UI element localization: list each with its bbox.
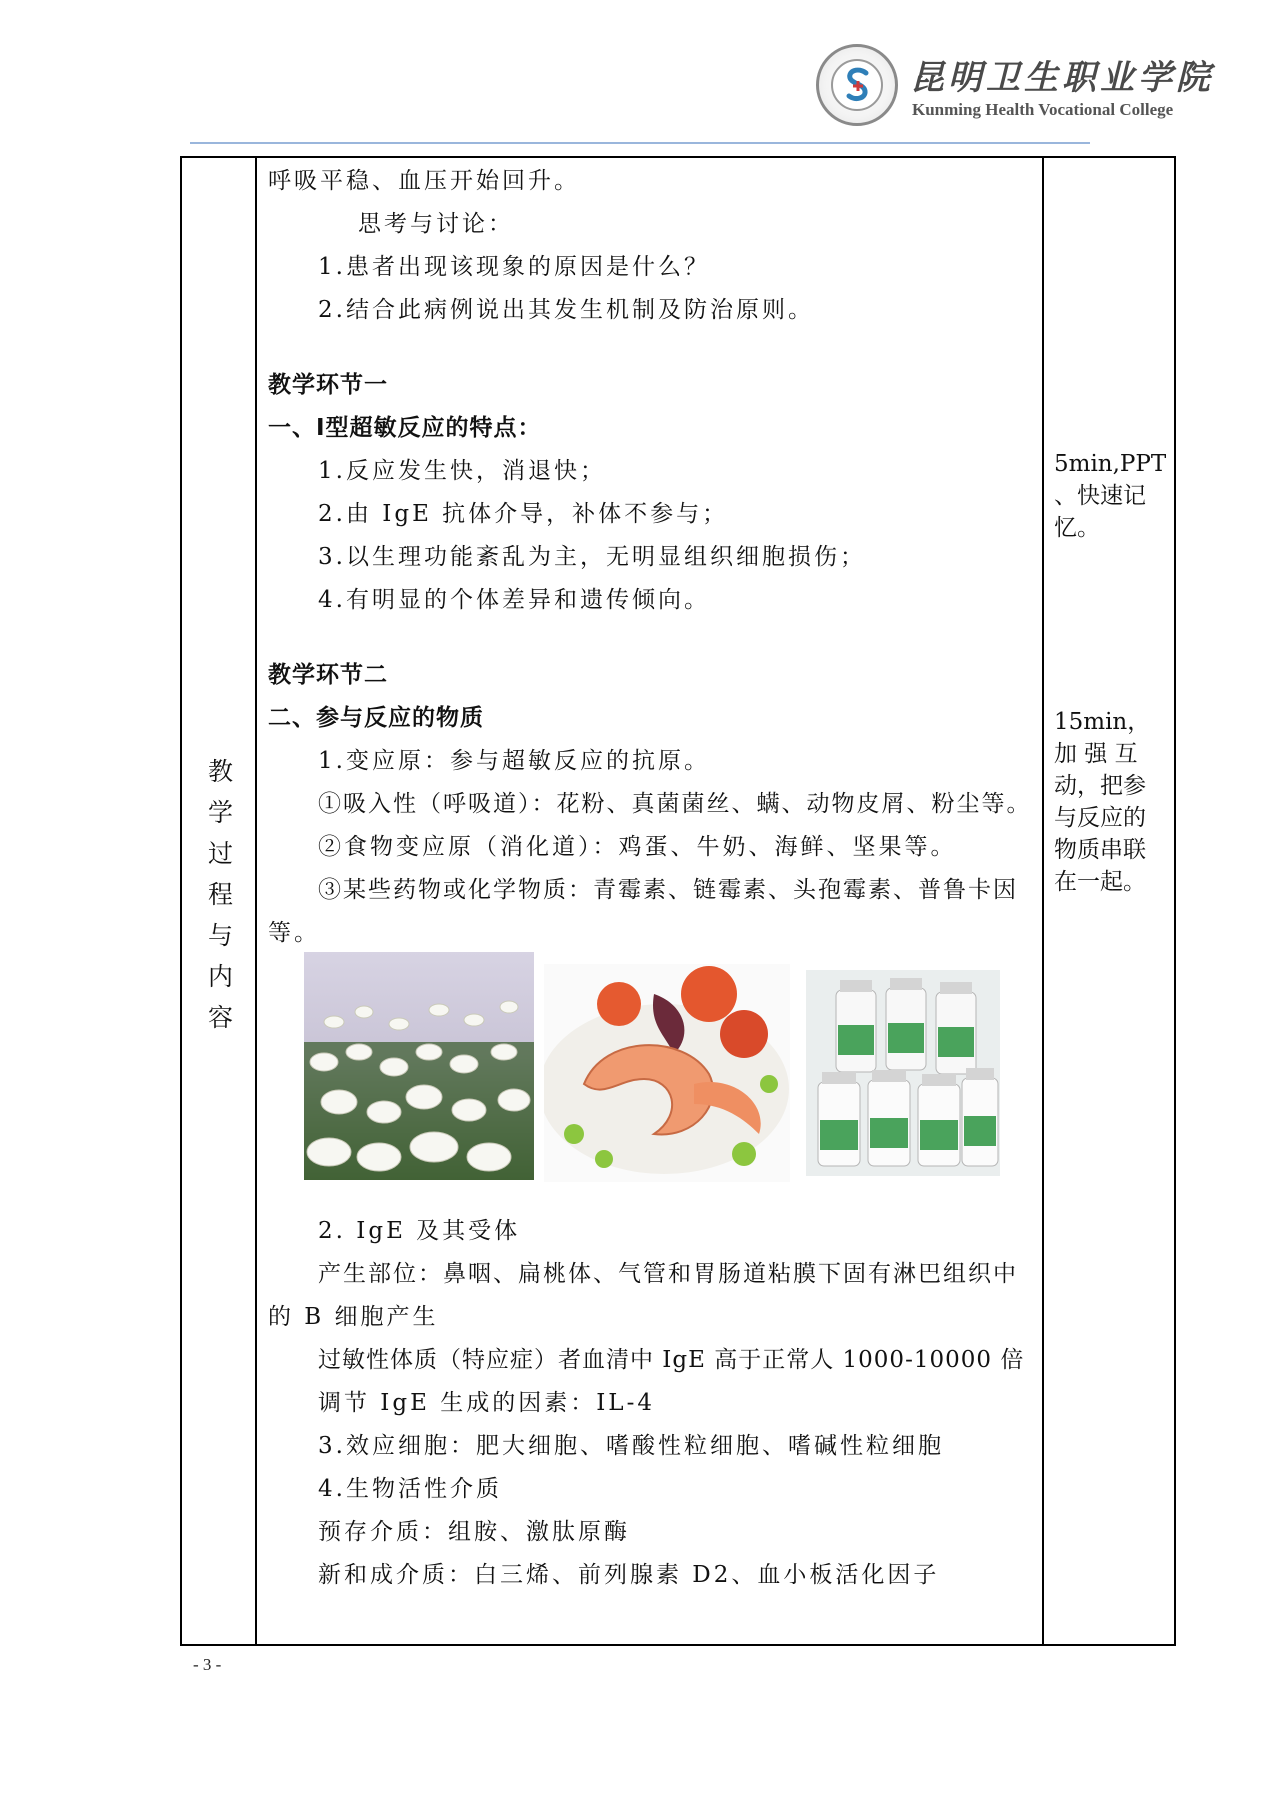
header-divider [190,142,1090,144]
content-line: 3.效应细胞：肥大细胞、嗜酸性粒细胞、嗜碱性粒细胞 [318,1433,944,1459]
time-note: 、快速记 [1054,483,1146,509]
content-line: 调节 IgE 生成的因素：IL-4 [318,1390,655,1416]
lily-flowers-photo [304,952,534,1180]
college-name-en: Kunming Health Vocational College [912,100,1174,119]
content-line: 的 B 细胞产生 [268,1304,439,1330]
page-number: - 3 - [193,1655,222,1674]
content-line: 1.反应发生快，消退快； [318,458,606,484]
lesson-table [180,156,1176,1646]
content-line: 4.有明显的个体差异和遗传倾向。 [318,587,710,613]
column-divider [255,158,257,1644]
time-note: 与反应的 [1054,805,1146,831]
content-line: 3.以生理功能紊乱为主，无明显组织细胞损伤； [318,544,866,570]
section-heading: 一、Ⅰ型超敏反应的特点： [268,415,542,441]
content-line: 产生部位：鼻咽、扁桃体、气管和胃肠道粘膜下固有淋巴组织中 [318,1261,1018,1287]
content-line: 2. IgE 及其受体 [318,1218,521,1244]
medicine-vials-photo [806,970,1000,1176]
content-line: 2.由 IgE 抗体介导，补体不参与； [318,501,729,527]
college-seal-icon [816,44,898,126]
college-logo [816,44,1214,130]
content-line: 思考与讨论： [358,211,514,237]
section-label-cell [182,158,255,1644]
time-note: 加 强 互 [1054,741,1138,767]
section-heading: 二、参与反应的物质 [268,705,484,731]
content-line: 1.变应原：参与超敏反应的抗原。 [318,748,710,774]
content-line: ②食物变应原（消化道）：鸡蛋、牛奶、海鲜、坚果等。 [318,834,957,860]
column-divider [1042,158,1044,1644]
content-line: 1.患者出现该现象的原因是什么？ [318,254,710,280]
time-note: 在一起。 [1054,869,1146,895]
content-line: 过敏性体质（特应症）者血清中 IgE 高于正常人 1000-10000 倍 [318,1347,1025,1373]
content-line: 等。 [268,920,320,946]
shrimp-dish-photo [544,964,790,1182]
content-line: ①吸入性（呼吸道）：花粉、真菌菌丝、螨、动物皮屑、粉尘等。 [318,791,1032,817]
content-line: 呼吸平稳、血压开始回升。 [268,168,580,194]
time-note: 5min,PPT [1054,451,1167,477]
section-heading: 教学环节二 [268,662,388,688]
time-note: 忆。 [1054,515,1100,541]
content-line: ③某些药物或化学物质：青霉素、链霉素、头孢霉素、普鲁卡因 [318,877,1018,903]
section-heading: 教学环节一 [268,372,388,398]
time-note: 物质串联 [1054,837,1146,863]
college-name-cn: 昆明卫生职业学院 [910,58,1214,98]
content-line: 新和成介质：白三烯、前列腺素 D2、血小板活化因子 [318,1562,940,1588]
content-line: 预存介质：组胺、激肽原酶 [318,1519,630,1545]
section-label: 教学过程与内容 [204,757,234,1045]
content-line: 4.生物活性介质 [318,1476,502,1502]
time-note: 动，把参 [1054,773,1146,799]
content-line: 2.结合此病例说出其发生机制及防治原则。 [318,297,814,323]
time-note: 15min， [1054,709,1151,735]
